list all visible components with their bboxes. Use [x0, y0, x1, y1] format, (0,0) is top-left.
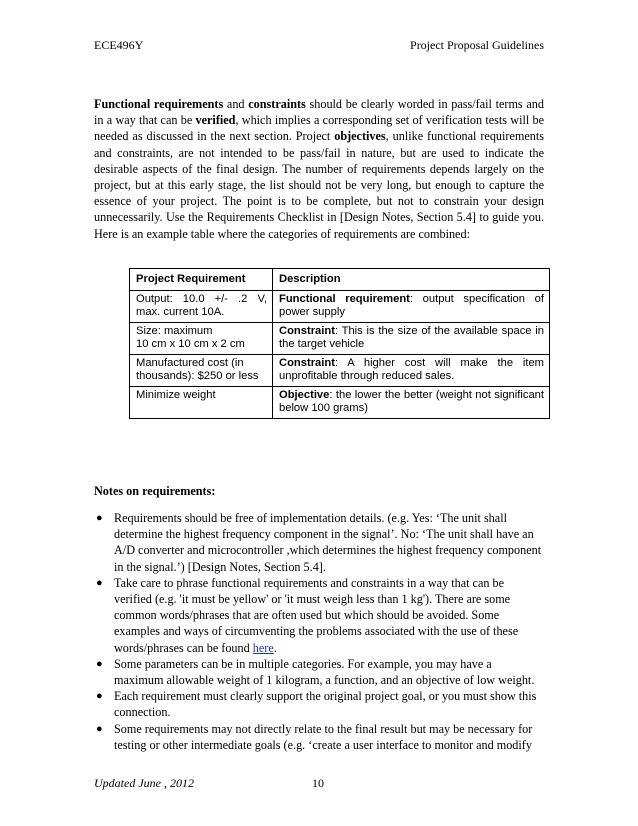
column-header-requirement: Project Requirement	[130, 269, 273, 291]
requirement-cell	[130, 290, 273, 322]
requirement-type: Constraint	[279, 324, 335, 337]
column-header-description: Description	[273, 269, 550, 291]
page-header	[94, 38, 544, 53]
requirement-text: 10 cm x 10 cm x 2 cm	[136, 338, 245, 350]
notes-heading: Notes on requirements:	[94, 484, 216, 498]
requirement-text: Size: maximum	[136, 324, 213, 337]
note-text: Requirements should be free of implementation details. (e.g. Yes: ‘The unit shall determine the highest frequency component in the signal’. No: ‘The unit shall have an A/D converter and microcontroller ,which determines the highest frequency component in the signal.’) [Design Notes, Section 5.4].	[114, 511, 542, 574]
intro-text: , which implies a corresponding set of verification tests will be needed as discussed in the next section. Project	[94, 113, 544, 144]
intro-text: should be clearly worded in pass/fail terms and in a way that can be	[94, 97, 544, 128]
term-verified: verified	[195, 113, 236, 128]
requirement-text: Manufactured cost (in	[136, 356, 244, 369]
description-text: : A higher cost will make the item unprofitable through reduced sales.	[279, 356, 544, 382]
intro-text: and	[223, 97, 249, 111]
description-text: : the lower the better (weight not significant below 100 grams)	[279, 388, 544, 414]
notes-list	[94, 510, 544, 753]
requirement-text: max. current 10A.	[136, 306, 225, 318]
table-row	[130, 322, 550, 354]
bullet-icon: ●	[96, 512, 103, 524]
note-text: .	[273, 640, 277, 655]
bullet-icon: ●	[96, 690, 103, 703]
intro-paragraph	[94, 96, 544, 242]
intro-text: , unlike functional requirements and constraints, are not intended to be pass/fail in nature, but are used to indicate the desirable aspects of the final design. The number of requirements depends largely on the project, but at this early stage, the list should not be very long, but enough to capture the essence of your project. The point is to be complete, but not to constrain your design unnecessarily. Use the Requirements Checklist in [Design Notes, Section 5.4] to guide you. Here is an example table where the categories of requirements are combined:	[94, 129, 544, 241]
bullet-icon: ●	[96, 722, 103, 735]
here-link[interactable]: here	[252, 640, 274, 655]
term-functional-requirements: Functional requirements	[94, 97, 224, 111]
requirement-cell	[130, 354, 273, 386]
description-text: : This is the size of the available space in the target vehicle	[279, 324, 544, 350]
description-cell	[273, 386, 550, 418]
list-item	[94, 656, 544, 688]
bullet-icon: ●	[96, 576, 103, 589]
requirement-cell	[130, 386, 273, 418]
requirement-type: Functional requirement	[279, 292, 410, 305]
table-header-row	[130, 269, 550, 291]
requirement-cell	[130, 322, 273, 354]
requirement-type: Objective	[279, 388, 330, 401]
requirement-text: Output: 10.0 +/- .2 V,	[136, 292, 267, 305]
term-objectives: objectives	[334, 129, 386, 144]
course-code: ECE496Y	[94, 38, 144, 52]
note-text: Take care to phrase functional requirements and constraints in a way that can be verified (e.g. 'it must be yellow' or 'it must weigh less than 1 kg'). There are some common words/phrases that are often used but which should be avoided. Some examples and ways of circumventing the problems associated with the use of these words/phrases can be found	[114, 575, 519, 655]
list-item	[94, 688, 544, 720]
updated-date: Updated June , 2012	[94, 776, 194, 790]
requirement-type: Constraint	[279, 356, 335, 369]
table-row	[130, 386, 550, 418]
list-item	[94, 721, 544, 753]
list-item	[94, 510, 544, 575]
bullet-icon: ●	[96, 657, 103, 670]
term-constraints: constraints	[248, 97, 306, 111]
description-cell	[273, 354, 550, 386]
note-text: Each requirement must clearly support the original project goal, or you must show this connection.	[114, 689, 537, 720]
note-text: Some requirements may not directly relate to the final result but may be necessary for testing or other intermediate goals (e.g. ‘create a user interface to monitor and modify	[114, 721, 533, 752]
requirements-table	[129, 268, 550, 419]
page-number: 10	[312, 776, 324, 790]
document-title: Project Proposal Guidelines	[410, 38, 544, 52]
requirement-text: thousands): $250 or less	[136, 370, 259, 382]
list-item	[94, 575, 544, 656]
note-text: Some parameters can be in multiple categories. For example, you may have a maximum allowable weight of 1 kilogram, a function, and an objective of low weight.	[114, 656, 535, 688]
requirement-text: Minimize weight	[136, 388, 216, 401]
description-cell	[273, 290, 550, 322]
description-cell	[273, 322, 550, 354]
table-row	[130, 354, 550, 386]
description-text: : output specification of power supply	[279, 292, 544, 318]
table-row	[130, 290, 550, 322]
